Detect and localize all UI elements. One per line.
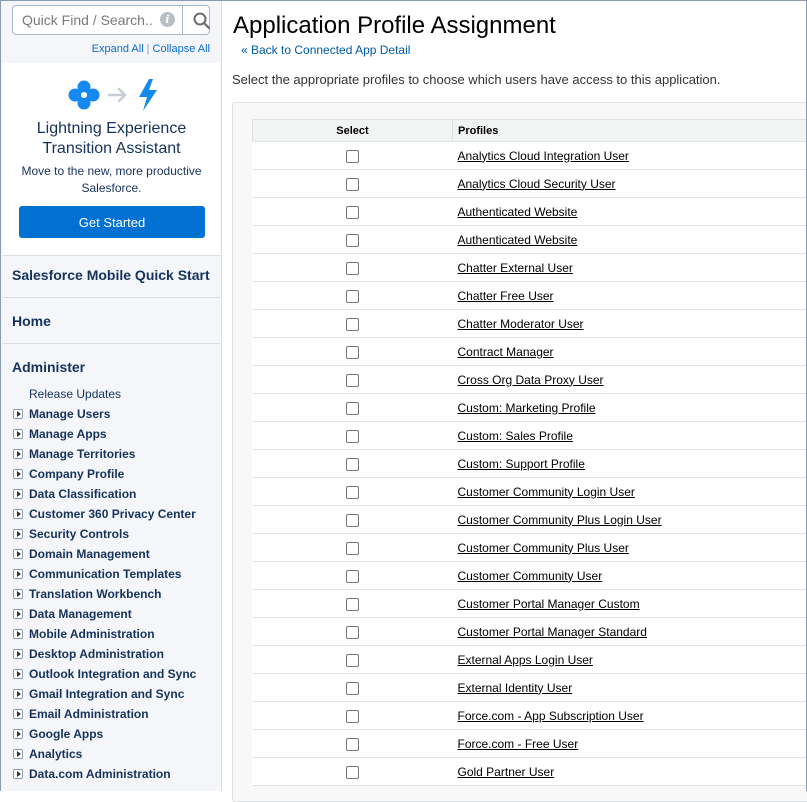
- collapse-all-link[interactable]: Collapse All: [153, 43, 210, 55]
- profile-link[interactable]: Chatter External User: [458, 261, 573, 275]
- get-started-button[interactable]: Get Started: [19, 206, 205, 238]
- menu-item-label[interactable]: Customer 360 Privacy Center: [29, 507, 196, 521]
- nav-mobile-quick-start-label[interactable]: Salesforce Mobile Quick Start: [12, 267, 210, 283]
- profile-link[interactable]: Custom: Marketing Profile: [458, 401, 596, 415]
- instructions: Select the appropriate profiles to choose which users have access to this application.: [232, 72, 721, 87]
- profile-link[interactable]: Contract Manager: [458, 345, 554, 359]
- profile-link[interactable]: Authenticated Website: [458, 205, 578, 219]
- menu-item-label[interactable]: Data.com Administration: [29, 767, 171, 781]
- info-icon[interactable]: i: [160, 12, 175, 27]
- menu-item-label[interactable]: Manage Apps: [29, 427, 107, 441]
- menu-item-label[interactable]: Translation Workbench: [29, 587, 161, 601]
- profile-link[interactable]: Authenticated Website: [458, 233, 578, 247]
- lex-title: Lightning Experience Transition Assistant: [3, 119, 220, 159]
- page-title: Application Profile Assignment: [233, 12, 556, 40]
- menu-item-label[interactable]: Email Administration: [29, 707, 149, 721]
- col-select-header: Select: [253, 120, 453, 142]
- profile-link[interactable]: Customer Community User: [458, 569, 603, 583]
- back-to-connected-app-link[interactable]: « Back to Connected App Detail: [241, 43, 410, 57]
- profile-link[interactable]: Analytics Cloud Security User: [458, 177, 616, 191]
- profile-link[interactable]: Gold Partner User: [458, 765, 555, 779]
- profile-link[interactable]: Analytics Cloud Integration User: [458, 149, 629, 163]
- nav-administer-label[interactable]: Administer: [12, 359, 85, 375]
- menu-item-label[interactable]: Outlook Integration and Sync: [29, 667, 196, 681]
- menu-item-label[interactable]: Google Apps: [29, 727, 103, 741]
- profile-link[interactable]: Chatter Free User: [458, 289, 554, 303]
- menu-item-label[interactable]: Manage Users: [29, 407, 110, 421]
- profile-link[interactable]: Customer Portal Manager Standard: [458, 625, 647, 639]
- col-profiles-header: Profiles: [453, 120, 807, 142]
- profile-link[interactable]: Customer Community Plus User: [458, 541, 629, 555]
- profile-link[interactable]: Force.com - App Subscription User: [458, 709, 644, 723]
- menu-item-label[interactable]: Analytics: [29, 747, 82, 761]
- profile-link[interactable]: Customer Community Login User: [458, 485, 635, 499]
- profile-link[interactable]: Chatter Moderator User: [458, 317, 584, 331]
- profile-link[interactable]: Custom: Support Profile: [458, 457, 585, 471]
- menu-item-label[interactable]: Communication Templates: [29, 567, 181, 581]
- menu-item-label[interactable]: Gmail Integration and Sync: [29, 687, 184, 701]
- menu-item-label[interactable]: Company Profile: [29, 467, 124, 481]
- separator: |: [147, 43, 150, 55]
- menu-item-label[interactable]: Security Controls: [29, 527, 129, 541]
- menu-item-label[interactable]: Data Classification: [29, 487, 136, 501]
- profile-link[interactable]: Force.com - Free User: [458, 737, 579, 751]
- profile-link[interactable]: External Apps Login User: [458, 653, 593, 667]
- expand-all-link[interactable]: Expand All: [92, 43, 144, 55]
- menu-item-label[interactable]: Release Updates: [29, 387, 121, 401]
- profile-link[interactable]: Customer Portal Manager Custom: [458, 597, 640, 611]
- menu-item-label[interactable]: Desktop Administration: [29, 647, 164, 661]
- menu-item-label[interactable]: Data Management: [29, 607, 132, 621]
- profile-link[interactable]: Customer Community Plus Login User: [458, 513, 662, 527]
- nav-home-label[interactable]: Home: [12, 313, 51, 329]
- profile-link[interactable]: Custom: Sales Profile: [458, 429, 573, 443]
- menu-item-label[interactable]: Domain Management: [29, 547, 150, 561]
- lex-description: Move to the new, more productive Salesforce.: [13, 163, 210, 197]
- profile-link[interactable]: Cross Org Data Proxy User: [458, 373, 604, 387]
- menu-item-label[interactable]: Mobile Administration: [29, 627, 155, 641]
- menu-item-label[interactable]: Manage Territories: [29, 447, 135, 461]
- profile-link[interactable]: External Identity User: [458, 681, 573, 695]
